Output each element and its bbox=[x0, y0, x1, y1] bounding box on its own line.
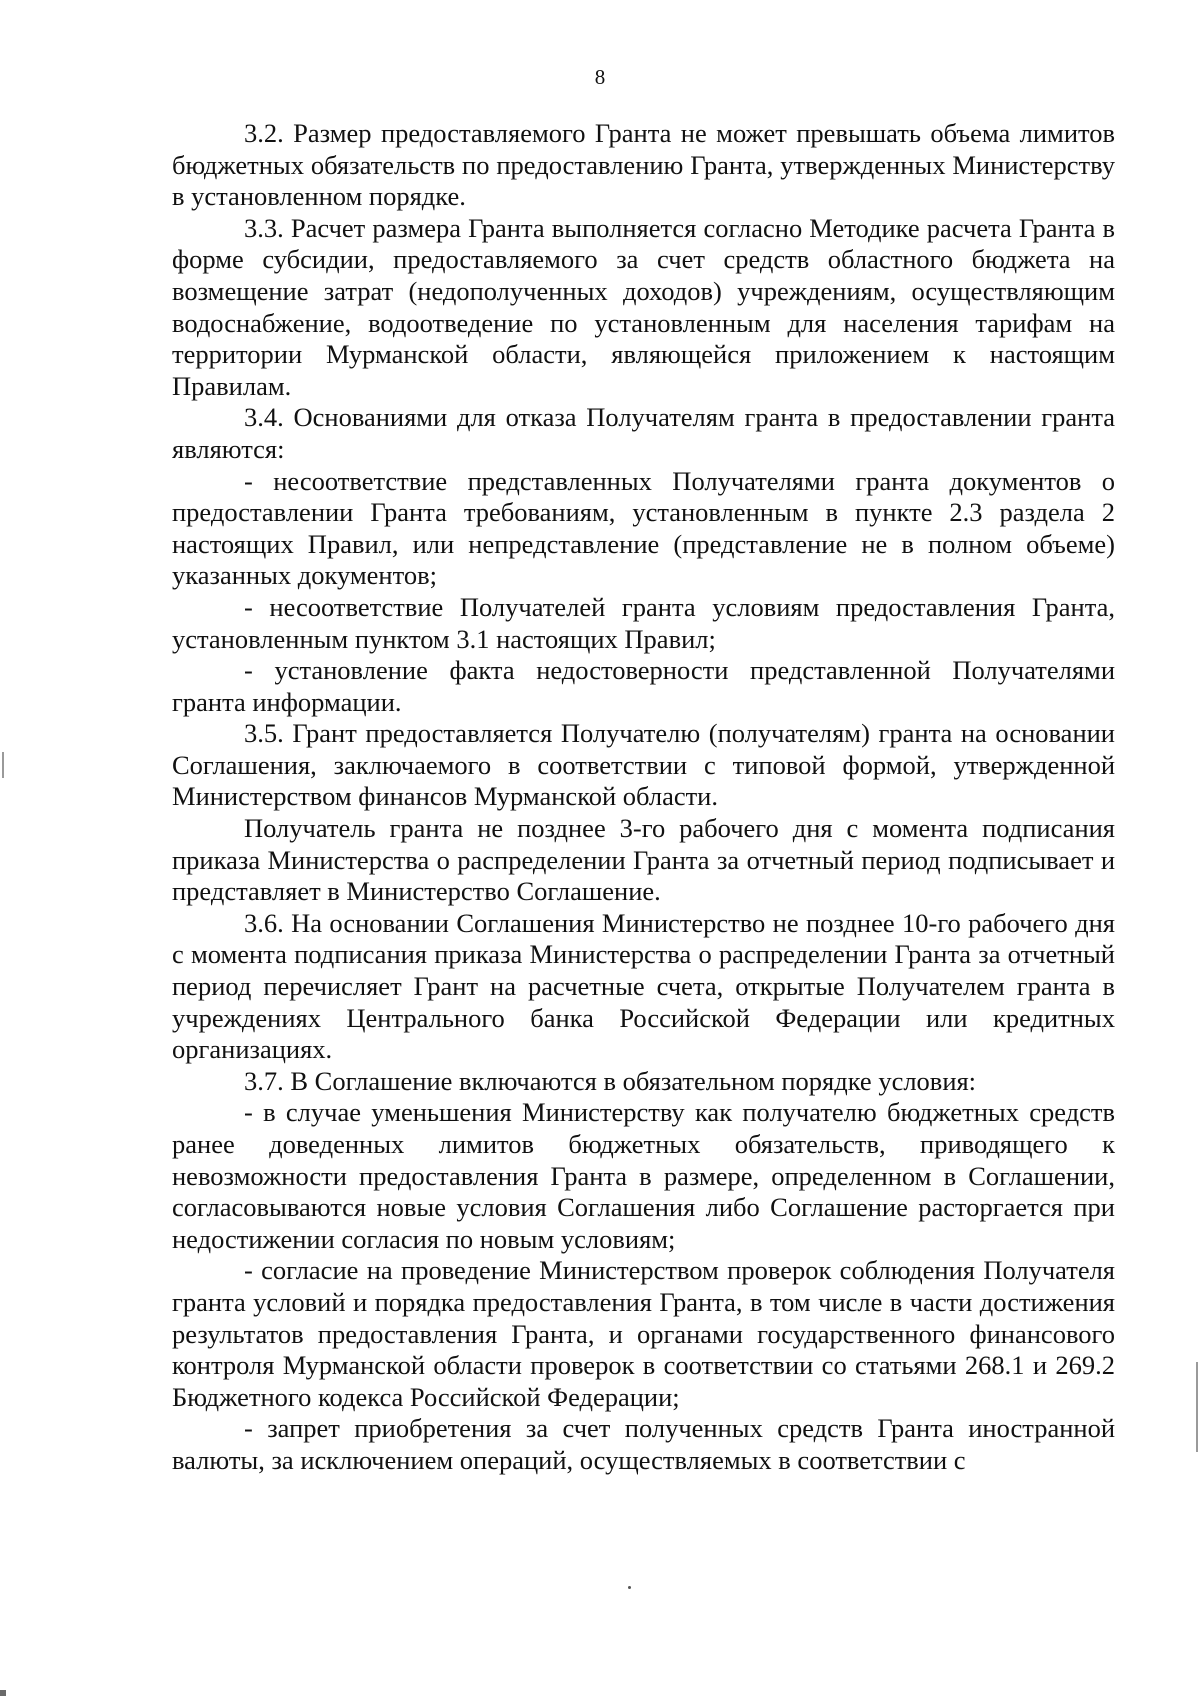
scan-edge-mark-left bbox=[2, 752, 4, 778]
page-number: 8 bbox=[594, 65, 606, 89]
document-body bbox=[172, 118, 1115, 1477]
list-item-currency-ban: - запрет приобретения за счет полученных средств Гранта иностранной валюты, за исключением операций, осуществляемых в соответствии с bbox=[172, 1413, 1115, 1475]
scan-dot bbox=[628, 1586, 631, 1589]
list-item-limit-reduction: - в случае уменьшения Министерству как получателю бюджетных средств ранее доведенных лимитов бюджетных обязательств, приводящего к невозможности предоставления Гранта в размере, определенном в Соглашении, согласовываются новые условия Соглашения либо Соглашение расторгается при недостижении согласия по новым условиям; bbox=[172, 1097, 1115, 1254]
list-item-refusal-conditions: - несоответствие Получателей гранта условиям предоставления Гранта, установленным пунктом 3.1 настоящих Правил; bbox=[172, 591, 1115, 654]
list-item-refusal-false-info: - установление факта недостоверности представленной Получателями гранта информации. bbox=[172, 655, 1115, 717]
list-item-audit-consent: - согласие на проведение Министерством проверок соблюдения Получателя гранта условий и порядка предоставления Гранта, в том числе в части достижения результатов предоставления Гранта, и органами государственного финансового контроля Мурманской области проверок в соответствии со статьями 268.1 и 269.2 Бюджетного кодекса Российской Федерации; bbox=[172, 1255, 1115, 1412]
scan-corner-mark bbox=[0, 1690, 6, 1696]
paragraph-3-5: 3.5. Грант предоставляется Получателю (получателям) гранта на основании Соглашения, заключаемого в соответствии с типовой формой, утвержденной Министерством финансов Мурманской области. bbox=[172, 718, 1115, 812]
paragraph-3-7: 3.7. В Соглашение включаются в обязательном порядке условия: bbox=[244, 1065, 977, 1096]
scan-edge-mark-right bbox=[1196, 1362, 1198, 1452]
paragraph-3-2: 3.2. Размер предоставляемого Гранта не может превышать объема лимитов бюджетных обязательств по предоставлению Гранта, утвержденных Министерству в установленном порядке. bbox=[172, 118, 1115, 212]
paragraph-3-6: 3.6. На основании Соглашения Министерство не позднее 10-го рабочего дня с момента подписания приказа Министерства о распределении Гранта за отчетный период перечисляет Грант на расчетные счета, открытые Получателем гранта в учреждениях Центрального банка Российской Федерации или кредитных организациях. bbox=[172, 907, 1115, 1065]
paragraph-agreement-signing: Получатель гранта не позднее 3-го рабочего дня с момента подписания приказа Министерства о распределении Гранта за отчетный период подписывает и представляет в Министерство Соглашение. bbox=[172, 813, 1115, 907]
paragraph-3-3: 3.3. Расчет размера Гранта выполняется согласно Методике расчета Гранта в форме субсидии, предоставляемого за счет средств областного бюджета на возмещение затрат (недополученных доходов) учреждениям, осуществляющим водоснабжение, водоотведение по установленным для населения тарифам на территории Мурманской области, являющейся приложением к настоящим Правилам. bbox=[172, 212, 1115, 401]
list-item-refusal-documents: - несоответствие представленных Получателями гранта документов о предоставлении Гранта требованиям, установленным в пункте 2.3 раздела 2 настоящих Правил, или непредставление (представление не в полном объеме) указанных документов; bbox=[172, 465, 1115, 591]
paragraph-3-4: 3.4. Основаниями для отказа Получателям гранта в предоставлении гранта являются: bbox=[172, 402, 1115, 464]
